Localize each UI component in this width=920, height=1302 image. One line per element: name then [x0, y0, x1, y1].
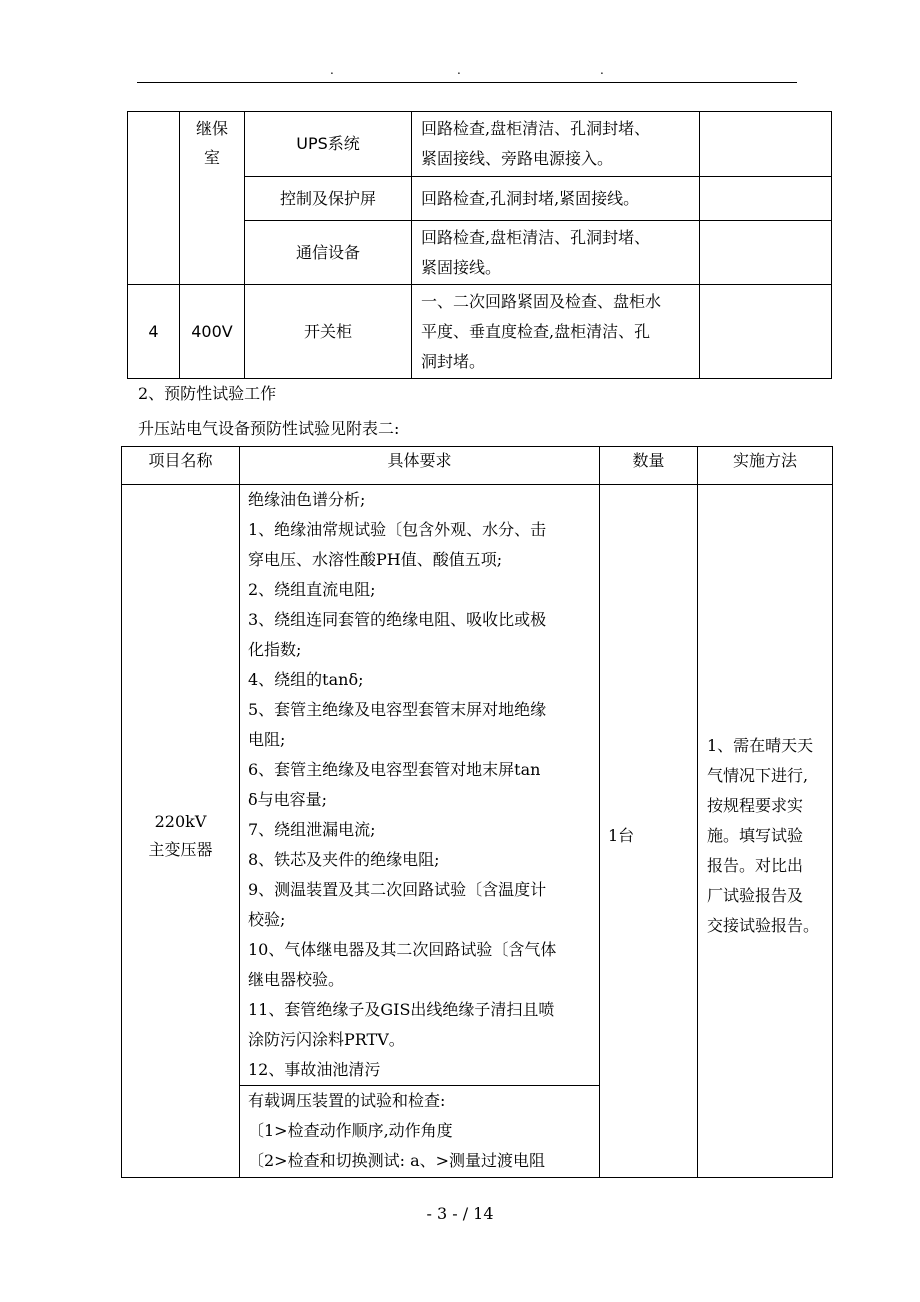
project-name-cell: 220kV 主变压器 [122, 485, 240, 1178]
item-cell: 通信设备 [245, 221, 412, 285]
requirement-line: 电阻; [248, 730, 286, 749]
requirement-line: 9、测温装置及其二次回路试验〔含温度计 [248, 880, 547, 899]
header-requirements: 具体要求 [240, 447, 600, 485]
quantity-cell: 1台 [600, 485, 698, 1178]
requirement-line: 10、气体继电器及其二次回路试验〔含气体 [248, 940, 557, 959]
preventive-test-table [121, 446, 833, 1178]
requirement-line: 穿电压、水溶性酸PH值、酸值五项; [248, 550, 503, 569]
voltage-cell: 400V [180, 285, 245, 379]
content-cell: 回路检查,盘柜清洁、孔洞封堵、 紧固接线。 [412, 221, 700, 285]
page-number: - 3 - / 14 [426, 1204, 494, 1223]
requirement-line: 5、套管主绝缘及电容型套管末屏对地绝缘 [248, 700, 547, 719]
requirement-line: 8、铁芯及夹件的绝缘电阻; [248, 850, 440, 869]
content-cell: 回路检查,孔洞封堵,紧固接线。 [412, 177, 700, 221]
header-dot: . [600, 63, 604, 77]
requirement-line: 校验; [248, 910, 286, 929]
requirement-line: 6、套管主绝缘及电容型套管对地末屏tan [248, 760, 541, 779]
oltc-cell [240, 1086, 600, 1178]
requirement-line: 3、绕组连同套管的绝缘电阻、吸收比或极 [248, 610, 547, 629]
requirements-cell [240, 485, 600, 1086]
item-cell: UPS系统 [245, 112, 412, 177]
index-cell: 4 [128, 285, 180, 379]
header-project-name: 项目名称 [122, 447, 240, 485]
oltc-line: 〔2>检查和切换测试: a、>测量过渡电阻 [248, 1151, 546, 1170]
content-cell: 回路检查,盘柜清洁、孔洞封堵、 紧固接线、旁路电源接入。 [412, 112, 700, 177]
header-dot: . [330, 63, 334, 77]
remark-cell [700, 285, 832, 379]
requirement-line: 绝缘油色谱分析; [248, 490, 366, 509]
requirement-line: δ与电容量; [248, 790, 328, 809]
requirement-line: 4、绕组的tanδ; [248, 670, 364, 689]
header-rule [137, 82, 797, 83]
oltc-line: 有载调压装置的试验和检查: [248, 1091, 446, 1110]
requirement-line: 涂防污闪涂料PRTV。 [248, 1030, 405, 1049]
method-cell: 1、需在晴天天 气情况下进行, 按规程要求实 施。填写试验 报告。对比出 厂试验报告及 交接试验报告。 [698, 485, 833, 1178]
header-dot: . [457, 63, 461, 77]
content-cell: 一、二次回路紧固及检查、盘柜水 平度、垂直度检查,盘柜清洁、孔 洞封堵。 [412, 285, 700, 379]
requirement-line: 2、绕组直流电阻; [248, 580, 376, 599]
item-cell: 控制及保护屏 [245, 177, 412, 221]
maintenance-table [127, 111, 832, 379]
requirement-line: 1、绝缘油常规试验〔包含外观、水分、击 [248, 520, 547, 539]
remark-cell [700, 221, 832, 285]
section-title: 2、预防性试验工作 [138, 384, 277, 403]
index-cell [128, 112, 180, 285]
requirement-line: 化指数; [248, 640, 302, 659]
group-label-cell: 继保 室 [180, 112, 245, 285]
item-cell: 开关柜 [245, 285, 412, 379]
header-quantity: 数量 [600, 447, 698, 485]
header-method: 实施方法 [698, 447, 833, 485]
remark-cell [700, 177, 832, 221]
requirement-line: 12、事故油池清污 [248, 1060, 381, 1079]
oltc-line: 〔1>检查动作顺序,动作角度 [248, 1121, 453, 1140]
remark-cell [700, 112, 832, 177]
requirement-line: 11、套管绝缘子及GIS出线绝缘子清扫且喷 [248, 1000, 555, 1019]
section-intro: 升压站电气设备预防性试验见附表二: [138, 419, 400, 438]
requirement-line: 继电器校验。 [248, 970, 345, 989]
requirement-line: 7、绕组泄漏电流; [248, 820, 376, 839]
